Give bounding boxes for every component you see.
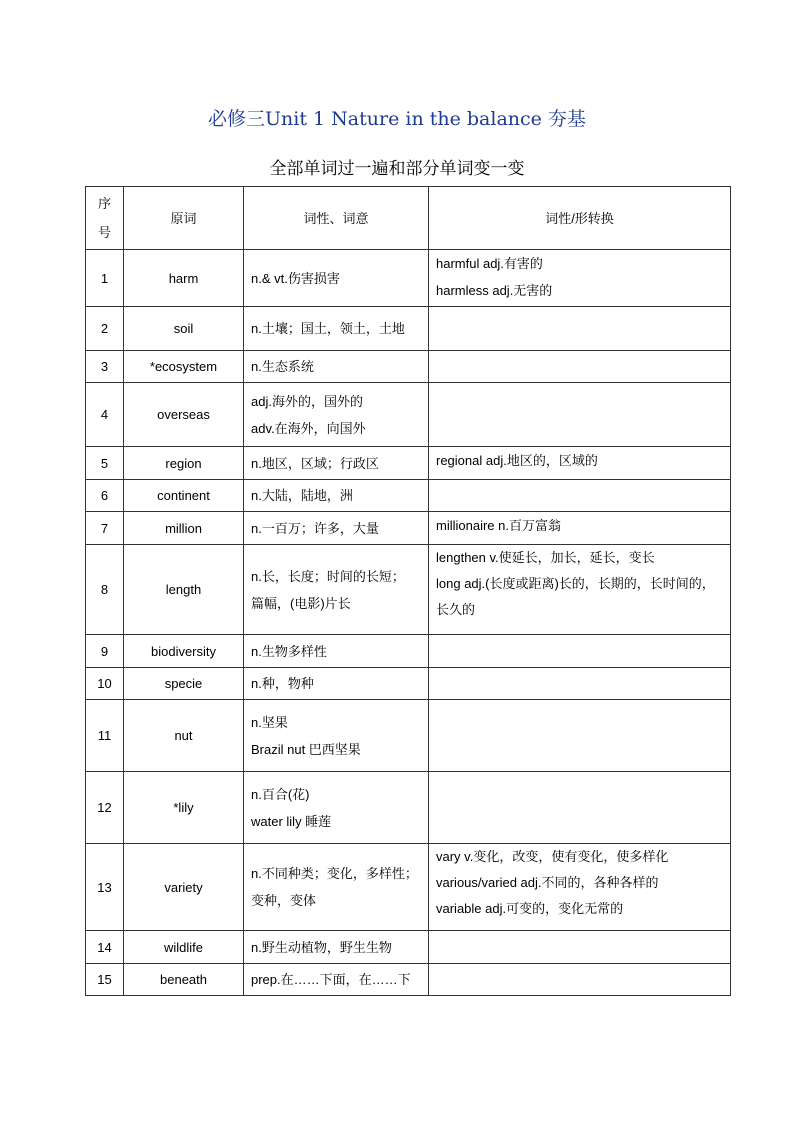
vocabulary-table [85, 186, 731, 996]
row-conversion [429, 512, 731, 545]
table-row [86, 307, 731, 351]
row-meaning [244, 447, 429, 480]
meaning-line: n.不同种类；变化，多样性； [251, 866, 418, 881]
conversion-line: millionaire n.百万富翁 [436, 518, 561, 533]
row-index: 12 [86, 772, 124, 844]
row-word: continent [124, 480, 244, 512]
row-meaning [244, 545, 429, 635]
row-index: 9 [86, 635, 124, 668]
row-conversion [429, 668, 731, 700]
row-conversion [429, 545, 731, 635]
row-word: soil [124, 307, 244, 351]
page-subtitle: 全部单词过一遍和部分单词变一变 [269, 159, 525, 179]
table-row [86, 545, 731, 635]
conversion-line: harmless adj.无害的 [436, 283, 553, 298]
row-word: variety [124, 844, 244, 931]
table-row [86, 512, 731, 545]
meaning-line: n.大陆，陆地，洲 [251, 488, 353, 503]
row-word: harm [124, 250, 244, 307]
conversion-line: regional adj.地区的，区域的 [436, 453, 598, 468]
meaning-line: adj.海外的，国外的 [251, 393, 363, 409]
row-word: beneath [124, 964, 244, 996]
row-index: 4 [86, 383, 124, 447]
row-conversion [429, 931, 731, 964]
meaning-line: n.生物多样性 [251, 643, 327, 659]
row-index: 14 [86, 931, 124, 964]
row-index: 13 [86, 844, 124, 931]
conversion-line: variable adj.可变的，变化无常的 [436, 901, 624, 916]
meaning-line: n.野生动植物，野生生物 [251, 939, 392, 955]
row-meaning [244, 250, 429, 307]
row-meaning [244, 307, 429, 351]
row-conversion [429, 772, 731, 844]
table-row [86, 964, 731, 996]
meaning-line: prep.在……下面，在……下 [251, 972, 411, 987]
header-conversion: 词性/形转换 [429, 187, 731, 250]
row-conversion [429, 351, 731, 383]
row-meaning [244, 668, 429, 700]
row-index: 8 [86, 545, 124, 635]
row-meaning [244, 351, 429, 383]
meaning-line: n.长，长度；时间的长短； [251, 568, 405, 584]
conversion-line: various/varied adj.不同的，各种各样的 [436, 875, 659, 890]
row-index: 6 [86, 480, 124, 512]
meaning-line: n.坚果 [251, 714, 288, 730]
table-row [86, 668, 731, 700]
row-word: wildlife [124, 931, 244, 964]
row-conversion [429, 964, 731, 996]
table-row [86, 250, 731, 307]
table-row [86, 447, 731, 480]
row-word: specie [124, 668, 244, 700]
row-meaning [244, 383, 429, 447]
table-row [86, 383, 731, 447]
row-index: 10 [86, 668, 124, 700]
table-row [86, 772, 731, 844]
conversion-line: vary v.变化，改变，使有变化，使多样化 [436, 849, 669, 864]
meaning-line: n.一百万；许多，大量 [251, 520, 379, 536]
row-conversion [429, 480, 731, 512]
meaning-line: n.地区，区域；行政区 [251, 455, 379, 471]
row-index: 2 [86, 307, 124, 351]
conversion-line: lengthen v.使延长，加长，延长，变长 [436, 550, 655, 565]
header-meaning: 词性、词意 [244, 187, 429, 250]
row-conversion [429, 307, 731, 351]
table-header-row [86, 187, 731, 250]
meaning-line: water lily 睡莲 [251, 813, 332, 829]
row-word: biodiversity [124, 635, 244, 668]
row-index: 1 [86, 250, 124, 307]
table-row [86, 700, 731, 772]
row-conversion [429, 700, 731, 772]
row-meaning [244, 512, 429, 545]
row-meaning [244, 700, 429, 772]
row-index: 11 [86, 700, 124, 772]
row-meaning [244, 772, 429, 844]
meaning-line: Brazil nut 巴西坚果 [251, 741, 361, 757]
row-index: 3 [86, 351, 124, 383]
meaning-line: n.百合(花) [251, 786, 310, 802]
meaning-line: 变种，变体 [251, 893, 317, 908]
row-index: 5 [86, 447, 124, 480]
table-row [86, 480, 731, 512]
row-index: 15 [86, 964, 124, 996]
table-row [86, 844, 731, 931]
row-conversion [429, 844, 731, 931]
row-meaning [244, 480, 429, 512]
row-conversion [429, 383, 731, 447]
row-meaning [244, 635, 429, 668]
row-word: region [124, 447, 244, 480]
table-row [86, 635, 731, 668]
row-meaning [244, 931, 429, 964]
meaning-line: n.土壤；国土，领土，土地 [251, 321, 405, 336]
table-row [86, 351, 731, 383]
row-word: length [124, 545, 244, 635]
row-conversion [429, 635, 731, 668]
page-title: 必修三Unit 1 Nature in the balance 夯基 [208, 108, 586, 130]
header-index-line1: 序 [97, 196, 111, 211]
row-word: million [124, 512, 244, 545]
conversion-line: long adj.(长度或距离)长的，长期的，长时间的， [436, 576, 715, 591]
header-index [86, 187, 124, 250]
conversion-line: harmful adj.有害的 [436, 256, 543, 271]
table-row [86, 931, 731, 964]
row-word: *ecosystem [124, 351, 244, 383]
row-conversion [429, 250, 731, 307]
meaning-line: n.& vt.伤害损害 [251, 270, 340, 286]
meaning-line: n.生态系统 [251, 359, 314, 374]
conversion-line: 长久的 [436, 602, 476, 617]
row-word: nut [124, 700, 244, 772]
meaning-line: adv.在海外，向国外 [251, 420, 366, 436]
header-word: 原词 [124, 187, 244, 250]
row-word: *lily [124, 772, 244, 844]
row-word: overseas [124, 383, 244, 447]
row-conversion [429, 447, 731, 480]
meaning-line: 篇幅，(电影)片长 [251, 595, 351, 611]
row-meaning [244, 844, 429, 931]
header-index-line2: 号 [97, 225, 111, 240]
row-meaning [244, 964, 429, 996]
row-index: 7 [86, 512, 124, 545]
meaning-line: n.种，物种 [251, 676, 314, 691]
